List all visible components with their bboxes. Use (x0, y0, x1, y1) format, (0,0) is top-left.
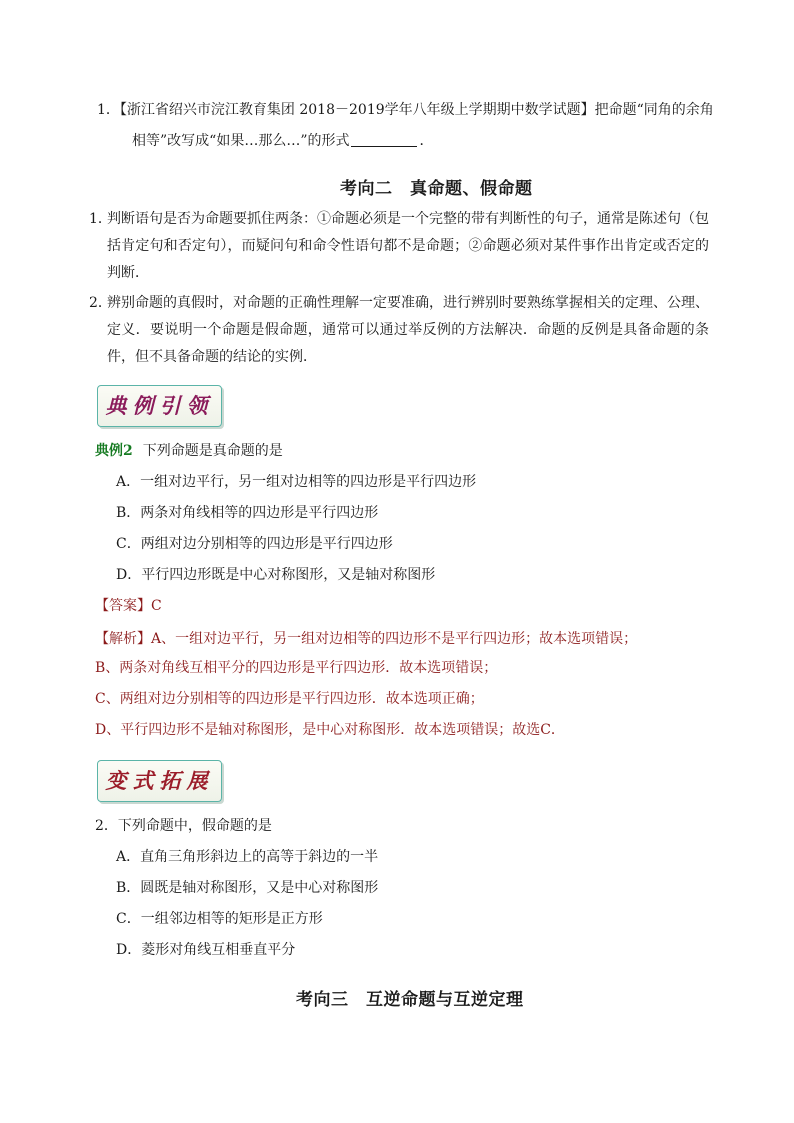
q2-option-c: C．一组邻边相等的矩形是正方形 (116, 911, 323, 927)
rule-item-2 (89, 290, 709, 371)
section-title-3: 考向三 互逆命题与互逆定理 (296, 990, 524, 1010)
option-d: D．平行四边形既是中心对称图形，又是轴对称图形 (116, 567, 436, 583)
question-2: 2．下列命题中，假命题的是 (95, 818, 272, 834)
example-question (95, 440, 283, 462)
rule-text: 判断语句是否为命题要抓住两条：①命题必须是一个完整的带有判断性的句子，通常是陈述句（包括肯定句和否定句），而疑问句和命令性语句都不是命题；②命题必须对某件事作出肯定或否定的判断． (107, 211, 709, 281)
option-b: B．两条对角线相等的四边形是平行四边形 (116, 505, 379, 521)
q2-option-d: D．菱形对角线互相垂直平分 (116, 942, 296, 958)
analysis-line-1: 【解析】A、一组对边平行，另一组对边相等的四边形不是平行四边形；故本选项错误； (95, 631, 638, 647)
analysis-line-4: D、平行四边形不是轴对称图形，是中心对称图形．故本选项错误；故选C． (95, 722, 565, 738)
analysis-line-2: B、两条对角线互相平分的四边形是平行四边形．故本选项错误； (95, 660, 498, 676)
q2-option-a: A．直角三角形斜边上的高等于斜边的一半 (116, 849, 379, 865)
question-1-line1: 1．【浙江省绍兴市浣江教育集团 2018－2019学年八年级上学期期中数学试题】把命题“同角的余角 (97, 102, 714, 118)
q2-option-b: B．圆既是轴对称图形，又是中心对称图形 (116, 880, 379, 896)
rule-number: 1． (89, 211, 112, 227)
answer-line: 【答案】C (95, 598, 162, 614)
question-1-line2: 相等”改写成“如果…那么…”的形式 ． (132, 133, 434, 149)
rule-number: 2． (89, 295, 112, 311)
banner-example: 典例引领 (97, 385, 222, 427)
answer-blank[interactable] (351, 132, 417, 147)
section-title-2: 考向二 真命题、假命题 (340, 179, 533, 199)
banner-variation: 变式拓展 (97, 760, 222, 802)
option-c: C．两组对边分别相等的四边形是平行四边形 (116, 536, 393, 552)
analysis-line-3: C、两组对边分别相等的四边形是平行四边形．故本选项正确； (95, 691, 484, 707)
example-tag: 典例2 (95, 443, 133, 459)
question-1 (97, 95, 717, 157)
rule-text: 辨别命题的真假时，对命题的正确性理解一定要准确，进行辨别时要熟练掌握相关的定理、公理、定义．要说明一个命题是假命题，通常可以通过举反例的方法解决．命题的反例是具备命题的条件，但不具备命题的结论的实例． (107, 295, 709, 365)
example-question-text: 下列命题是真命题的是 (142, 443, 283, 459)
rule-item-1 (89, 206, 709, 287)
option-a: A．一组对边平行，另一组对边相等的四边形是平行四边形 (116, 474, 477, 490)
